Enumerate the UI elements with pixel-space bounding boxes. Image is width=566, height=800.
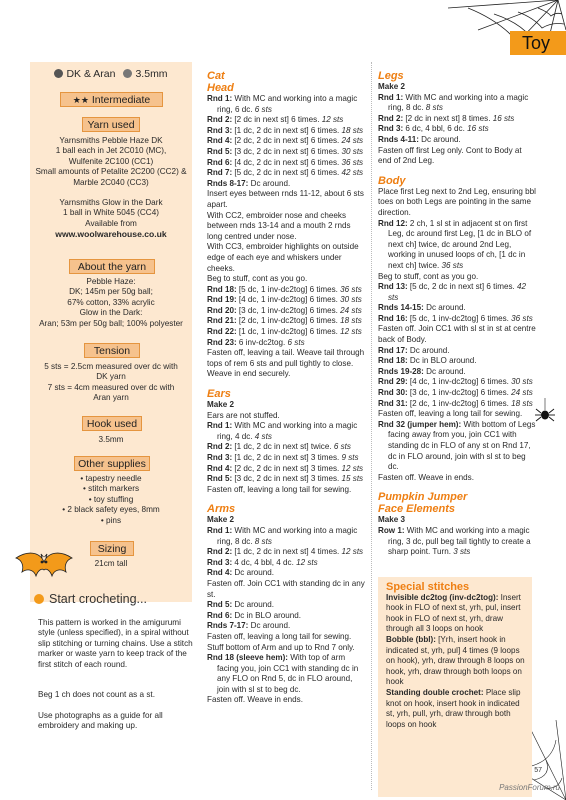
section-title-arms: Arms <box>207 503 236 516</box>
special-stitch: Bobble (bbl): [Yrh, insert hook in indicated st, yrh, pul] 4 times (9 loops on hook), yrh, draw through 8 loops on hook, yrh, draw through both loops on hook <box>386 634 525 687</box>
body-note: Fasten off, leaving a long tail for sewing. <box>378 409 523 419</box>
pattern-row: Rnd 3: [1 dc, 2 dc in next st] 6 times. 18 sts <box>207 125 364 135</box>
pattern-note: With CC2, embroider nose and cheeks between rnds 13-14 and a mouth 2 rnds long centred under nose. <box>207 210 351 241</box>
sizing-heading: Sizing <box>90 541 134 556</box>
supply-item: • 2 black safety eyes, 8mm <box>62 505 160 515</box>
pattern-row: Rnd 4: Dc around. <box>207 568 275 578</box>
intro-paragraph: Use photographs as a guide for all embroidery and making up. <box>38 711 163 731</box>
body-rnd-12: Rnd 12: 2 ch, 1 sl st in adjacent st on first Leg, dc around first Leg, [1 dc in BLO of next ch] twice, dc around 2nd Leg, working in unused loops of ch, [1 dc in next ch] twice. 36 sts <box>378 218 532 270</box>
column-divider <box>371 62 372 790</box>
yarn-weight-and-hook <box>30 69 192 79</box>
supplier-link[interactable]: www.woolwarehouse.co.uk <box>55 229 167 240</box>
supply-item: • toy stuffing <box>88 494 134 504</box>
pattern-row: Rnds 4-11: Dc around. <box>378 134 461 144</box>
hook-used-heading: Hook used <box>82 416 142 431</box>
hook-icon <box>123 69 132 78</box>
about-yarn-heading: About the yarn <box>69 259 155 274</box>
pattern-row: Rnd 2: [1 dc, 2 dc in next st] twice. 6 sts <box>207 442 351 452</box>
pattern-note: With CC3, embroider highlights on outside edge of each eye and whiskers under cheeks. <box>207 242 359 273</box>
supply-item: • stitch markers <box>82 484 140 494</box>
arms-finish: Fasten off. Weave in ends. <box>207 695 303 705</box>
yarn-ball-icon <box>54 69 63 78</box>
about-line: Aran; 53m per 50g ball; 100% polyester <box>39 318 183 328</box>
arms-rows <box>207 526 367 579</box>
body-intro: Place first Leg next to 2nd Leg, ensuring bbl toes on both Legs are pointing in the same direction. <box>378 186 536 217</box>
tension-line: 7 sts = 4cm measured over dc with <box>47 382 175 392</box>
face-make: Make 3 <box>378 515 405 525</box>
pattern-row: Rnd 2: [2 dc in next st] 8 times. 16 sts <box>378 113 515 123</box>
pattern-row: Rnd 2: [1 dc, 2 dc in next st] 4 times. 12 sts <box>207 547 364 557</box>
arms-note: Fasten off, leaving a long tail for sewing. <box>207 631 352 641</box>
special-stitches-title: Special stitches <box>386 581 470 593</box>
tension-heading: Tension <box>84 343 140 358</box>
pattern-row: Rnd 1: With MC and working into a magic ring, 4 dc. 4 sts <box>207 421 358 441</box>
arms-make: Make 2 <box>207 515 234 525</box>
section-title-body: Body <box>378 174 406 187</box>
bullet-icon <box>34 594 44 604</box>
yarn-line: Available from <box>85 218 137 228</box>
section-title-ears: Ears <box>207 388 231 401</box>
special-stitch: Invisible dc2tog (inv-dc2tog): Insert hook in FLO of next st, yrh, pul, insert hook in FLO of next st, yrh, draw through all 3 loops on hook <box>386 592 521 634</box>
head-finish: Fasten off, leaving a tail. Weave tail through tops of rem 6 sts and pull tightly to close. Weave in end securely. <box>207 348 365 379</box>
section-tab: Toy <box>510 31 566 55</box>
pattern-row: Rnd 19: [4 dc, 1 inv-dc2tog] 6 times. 30 sts <box>207 295 362 305</box>
pattern-row: Rnd 3: 6 dc, 4 bbl, 6 dc. 16 sts <box>378 124 489 134</box>
pattern-note: Insert eyes between rnds 11-12, about 6 sts apart. <box>207 189 364 209</box>
pattern-row: Rnd 18: [5 dc, 1 inv-dc2tog] 6 times. 36 sts <box>207 284 362 294</box>
ears-finish: Fasten off, leaving a long tail for sewing. <box>207 484 352 494</box>
pattern-row: Rnds 14-15: Dc around. <box>378 303 466 313</box>
spider-icon <box>535 398 555 428</box>
bat-icon <box>14 548 74 586</box>
yarn-line: Wulfenite 2C100 (CC1) <box>68 156 154 166</box>
cat-column <box>207 70 367 706</box>
legs-rows <box>378 93 536 146</box>
yarn-line: 1 ball in White 5045 (CC4) <box>62 208 160 218</box>
special-stitches <box>386 582 528 730</box>
pattern-row: Rnd 4: [2 dc, 2 dc in next st] 3 times. 12 sts <box>207 463 364 473</box>
pattern-row: Rnd 6: Dc in BLO around. <box>207 610 302 620</box>
head-rows <box>207 94 367 189</box>
yarn-line: Marble 2C040 (CC3) <box>73 177 149 187</box>
pattern-row: Rnd 1: With MC and working into a magic ring, 8 dc. 8 sts <box>207 525 358 546</box>
pattern-row: Rnd 21: [2 dc, 1 inv-dc2tog] 6 times. 18 sts <box>207 316 362 326</box>
ears-note: Ears are not stuffed. <box>207 410 280 420</box>
pattern-row: Rnd 18: Dc in BLO around. <box>378 356 477 366</box>
start-heading: Start crocheting... <box>34 592 147 606</box>
about-line: 67% cotton, 33% acrylic <box>67 297 155 307</box>
ears-rows <box>207 421 367 485</box>
legs-body-column <box>378 70 536 558</box>
pattern-row: Rnds 19-28: Dc around. <box>378 366 466 376</box>
yarn-weight: DK & Aran <box>66 68 116 80</box>
body-stuff: Beg to stuff, cont as you go. <box>378 271 479 281</box>
yarn-line: Yarnsmiths Pebble Haze DK <box>59 136 163 145</box>
about-yarn-text <box>30 277 192 329</box>
tension-line: DK yarn <box>96 372 126 382</box>
head-rows-decrease <box>207 285 367 349</box>
section-title-legs: Legs <box>378 70 404 82</box>
body-mid: Fasten off. Join CC1 with sl st in st at centre back of Body. <box>378 324 536 345</box>
yarn-line: 1 ball each in Jet 2C010 (MC), <box>55 146 167 156</box>
pattern-row: Rnd 22: [1 dc, 1 inv-dc2tog] 6 times. 12 sts <box>207 327 362 337</box>
legs-finish: Fasten off first Leg only. Cont to Body at end of 2nd Leg. <box>378 145 522 166</box>
pattern-row: Rnd 23: 6 inv-dc2tog. 6 sts <box>207 337 305 347</box>
about-line: Pebble Haze: <box>86 277 136 286</box>
body-rows <box>378 282 536 324</box>
yarn-used-text <box>30 136 192 240</box>
sizing-text: 21cm tall <box>94 559 128 568</box>
pattern-row: Rnd 29: [4 dc, 1 inv-dc2tog] 6 times. 30 sts <box>378 377 533 387</box>
level-badge <box>60 92 163 107</box>
section-title-pumpkin: Pumpkin Jumper <box>378 491 468 504</box>
section-title-head: Head <box>207 82 234 94</box>
pattern-row: Rnd 4: [2 dc, 2 dc in next st] 6 times. 24 sts <box>207 136 364 146</box>
supply-item: • pins <box>100 515 122 525</box>
pattern-row: Rnd 16: [5 dc, 1 inv-dc2tog] 6 times. 36 sts <box>378 313 533 323</box>
pattern-row: Rnd 1: With MC and working into a magic ring, 8 dc. 8 sts <box>378 92 529 113</box>
arms-hem: Rnd 18 (sleeve hem): With top of arm facing you, join CC1 with standing dc in any FLO on Rnd 5, dc in FLO around, join with sl st to beg dc. <box>207 653 359 694</box>
other-supplies-heading: Other supplies <box>74 456 150 471</box>
special-stitches-list <box>386 593 528 731</box>
pattern-row: Rnd 5: [3 dc, 2 dc in next st] 3 times. 15 sts <box>207 474 364 484</box>
pattern-row: Rnd 3: [1 dc, 2 dc in next st] 3 times. 9 sts <box>207 453 359 462</box>
pattern-row: Rnd 2: [2 dc in next st] 6 times. 12 sts <box>207 115 344 125</box>
tension-text <box>30 362 192 404</box>
supply-item: • tapestry needle <box>80 474 142 483</box>
pattern-row: Rnds 7-17: Dc around. <box>207 621 291 631</box>
pattern-row: Rnd 31: [2 dc, 1 inv-dc2tog] 6 times. 18 sts <box>378 398 533 408</box>
intro-paragraph: Beg 1 ch does not count as a st. <box>38 690 155 699</box>
body-rows-2 <box>378 346 536 410</box>
face-row: Row 1: With MC and working into a magic ring, 3 dc, pull beg tail tightly to create a sharp point. Turn. 3 sts <box>378 525 531 557</box>
arms-mid: Fasten off. Join CC1 with standing dc in any st. <box>207 578 365 599</box>
yarn-line: Small amounts of Petalite 2C200 (CC2) & <box>35 167 187 177</box>
legs-make: Make 2 <box>378 82 405 91</box>
yarn-used-heading: Yarn used <box>82 117 140 132</box>
special-stitch: Standing double crochet: Place slip knot on hook, insert hook in indicated st, yrh, pull, yrh, draw through both loops on hook <box>386 687 521 729</box>
pattern-row: Rnd 7: [5 dc, 2 dc in next st] 6 times. 42 sts <box>207 168 364 178</box>
pattern-row: Rnd 30: [3 dc, 1 inv-dc2tog] 6 times. 24 sts <box>378 388 533 398</box>
level-label: Intermediate <box>91 94 151 106</box>
intro-paragraph: This pattern is worked in the amigurumi style (unless specified), in a spiral without slip stitching or turning chains. Use a stitch marker or waste yarn to keep track of the first stitch of each round. <box>38 618 193 669</box>
body-hem: Rnd 32 (jumper hem): With bottom of Legs facing away from you, join CC1 with standing dc in FLO of any st on Rnd 17, dc in FLO around, join with sl st to beg dc. <box>378 419 536 472</box>
page-number: 57 <box>534 767 542 774</box>
pattern-row: Rnd 6: [4 dc, 2 dc in next st] 6 times. 36 sts <box>207 157 364 167</box>
pattern-row: Rnd 5: Dc around. <box>207 600 275 610</box>
other-supplies-list <box>30 474 192 526</box>
pattern-row: Rnd 20: [3 dc, 1 inv-dc2tog] 6 times. 24 sts <box>207 305 362 315</box>
arms-rows-2 <box>207 600 367 632</box>
pattern-row: Rnd 3: 4 dc, 4 bbl, 4 dc. 12 sts <box>207 557 318 567</box>
pattern-row: Rnd 13: [5 dc, 2 dc in next st] 6 times. 42 sts <box>378 282 527 302</box>
watermark-site: PassionForum.ru <box>499 783 560 792</box>
section-title-cat: Cat <box>207 70 225 82</box>
pattern-row: Rnd 17: Dc around. <box>378 345 450 355</box>
section-title-face: Face Elements <box>378 503 456 516</box>
pattern-note: Beg to stuff, cont as you go. <box>207 274 308 284</box>
pattern-row: Rnd 5: [3 dc, 2 dc in next st] 6 times. 30 sts <box>207 146 364 156</box>
pattern-row: Rnd 1: With MC and working into a magic ring, 6 dc. 6 sts <box>207 94 358 114</box>
about-line: Glow in the Dark: <box>79 308 143 318</box>
head-notes <box>207 189 367 284</box>
body-finish: Fasten off. Weave in ends. <box>378 472 474 482</box>
about-line: DK; 145m per 50g ball; <box>69 287 153 297</box>
yarn-line: Yarnsmiths Glow in the Dark <box>59 198 163 208</box>
hook-size: 3.5mm <box>135 68 168 80</box>
pattern-row: Rnds 8-17: Dc around. <box>207 178 291 188</box>
stars-icon: ★★ <box>72 95 89 105</box>
tension-line: 5 sts = 2.5cm measured over dc with <box>44 362 178 371</box>
ears-make: Make 2 <box>207 400 234 410</box>
hook-used-text: 3.5mm <box>98 435 124 444</box>
arms-note: Stuff bottom of Arm and up to Rnd 7 only. <box>207 642 355 652</box>
tension-line: Aran yarn <box>93 393 129 403</box>
